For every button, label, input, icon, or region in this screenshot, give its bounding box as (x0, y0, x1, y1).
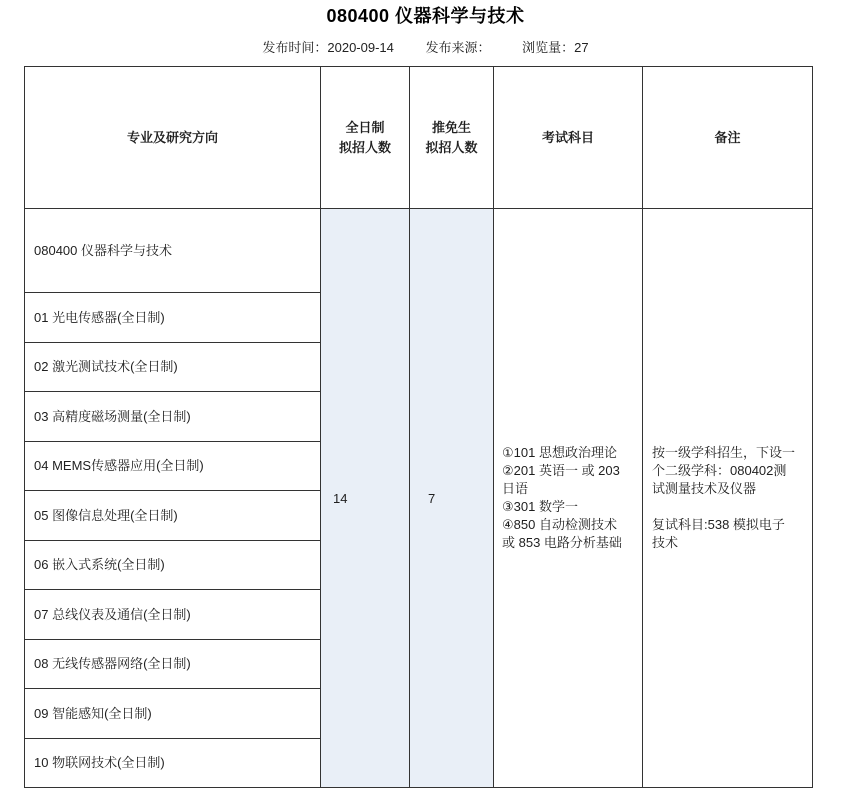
fulltime-quota-cell (321, 209, 410, 788)
remarks-line: 技术 (652, 535, 679, 550)
publish-source-label: 发布来源： (425, 40, 491, 55)
recommended-quota-value: 7 (428, 490, 436, 506)
remarks-line: 个二级学科：080402测 (652, 463, 787, 478)
publish-time-value: 2020-09-14 (327, 40, 394, 55)
recommended-quota-cell (410, 209, 494, 788)
table-row-direction: 01 光电传感器(全日制) (25, 293, 321, 343)
column-header-recommended-line2: 拟招人数 (425, 139, 478, 155)
exam-subject-line: ①101 思想政治理论 (502, 445, 617, 460)
remarks-line: 按一级学科招生，下设一 (652, 445, 796, 460)
column-header-exam-subjects: 考试科目 (494, 67, 643, 209)
column-header-fulltime-quota (321, 67, 410, 209)
publish-time-label: 发布时间： (262, 40, 328, 55)
column-header-major: 专业及研究方向 (25, 67, 321, 209)
exam-subjects-cell (494, 209, 643, 788)
page-title: 080400 仪器科学与技术 (326, 6, 525, 26)
remarks-line (652, 498, 806, 516)
table-row-discipline: 080400 仪器科学与技术 (25, 209, 321, 293)
fulltime-quota-value: 14 (333, 490, 348, 506)
table-row-direction: 10 物联网技术(全日制) (25, 739, 321, 789)
remarks-line: 复试科目:538 模拟电子 (652, 517, 785, 532)
table-row-direction: 05 图像信息处理(全日制) (25, 491, 321, 541)
exam-subject-line: 或 853 电路分析基础 (502, 535, 622, 550)
view-count (522, 40, 588, 55)
publish-source (426, 40, 491, 55)
column-header-remarks: 备注 (643, 67, 813, 209)
exam-subject-line: ③301 数学一 (502, 499, 578, 514)
table-row-direction: 07 总线仪表及通信(全日制) (25, 590, 321, 640)
remarks-line: 试测量技术及仪器 (652, 481, 757, 496)
admissions-table (24, 66, 813, 788)
table-row-direction: 02 激光测试技术(全日制) (25, 343, 321, 393)
publish-time (262, 40, 394, 55)
table-row-direction: 04 MEMS传感器应用(全日制) (25, 442, 321, 492)
column-header-fulltime-line2: 拟招人数 (338, 139, 391, 155)
table-row-direction: 08 无线传感器网络(全日制) (25, 640, 321, 690)
exam-subject-line: 日语 (502, 481, 529, 496)
column-header-recommended-line1: 推免生 (431, 119, 471, 135)
exam-subject-line: ④850 自动检测技术 (502, 517, 617, 532)
column-header-recommended-quota (410, 67, 494, 209)
remarks-cell (643, 209, 813, 788)
table-row-direction: 09 智能感知(全日制) (25, 689, 321, 739)
table-row-direction: 03 高精度磁场测量(全日制) (25, 392, 321, 442)
table-row-direction: 06 嵌入式系统(全日制) (25, 541, 321, 591)
publish-meta (0, 39, 851, 56)
column-header-fulltime-line1: 全日制 (345, 119, 385, 135)
exam-subject-line: ②201 英语一 或 203 (502, 463, 620, 478)
view-count-label: 浏览量： (522, 40, 575, 55)
view-count-value: 27 (574, 40, 589, 55)
